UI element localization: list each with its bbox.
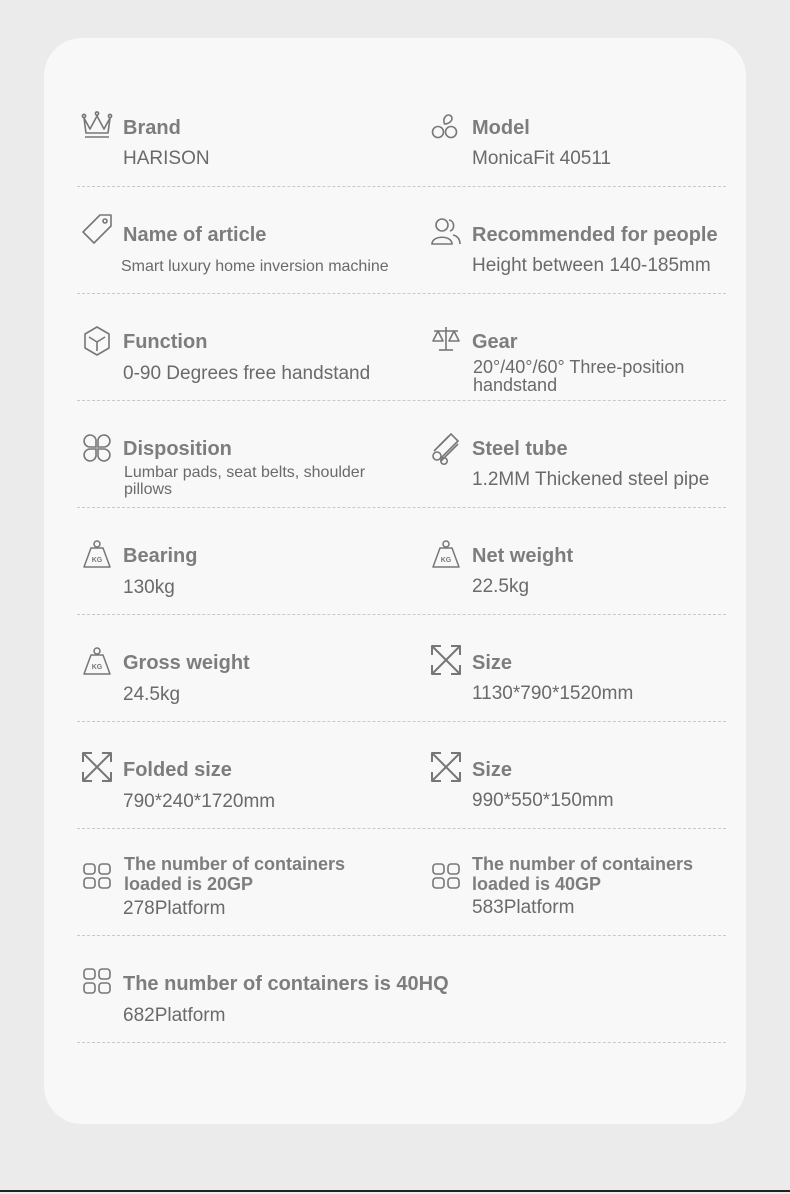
expand-arrows-icon	[80, 750, 114, 784]
spec-containers-40hq	[77, 936, 577, 1042]
spec-row	[77, 829, 726, 936]
svg-text:KG: KG	[91, 664, 103, 671]
spec-label: The number of containers loaded is 40GP	[472, 854, 694, 894]
spec-row	[77, 508, 726, 615]
bottom-divider	[0, 1190, 790, 1192]
spec-value: Smart luxury home inversion machine	[121, 258, 389, 275]
grid-icon	[80, 859, 114, 893]
spec-row	[77, 294, 726, 401]
spec-value: 278Platform	[123, 898, 226, 919]
spec-size	[426, 615, 726, 721]
kg-weight-icon	[80, 538, 114, 572]
kg-weight-icon	[429, 538, 463, 572]
spec-label: Name of article	[123, 224, 267, 246]
spec-label: Recommended for people	[472, 224, 718, 246]
spec-gross-weight	[77, 615, 397, 721]
spec-function	[77, 294, 397, 400]
spec-model	[426, 80, 726, 186]
spec-recommended-for-people	[426, 187, 726, 293]
expand-arrows-icon	[429, 643, 463, 677]
spec-row	[77, 187, 726, 294]
spec-label: Disposition	[123, 438, 232, 460]
expand-arrows-icon	[429, 750, 463, 784]
spec-label: Size	[472, 759, 513, 781]
spec-value: 790*240*1720mm	[123, 791, 276, 812]
spec-net-weight	[426, 508, 726, 614]
spec-value: 583Platform	[472, 897, 575, 918]
spec-value: Height between 140-185mm	[472, 255, 711, 276]
spec-label: Brand	[123, 117, 181, 139]
spec-value: 990*550*150mm	[472, 790, 614, 811]
spec-value: 1.2MM Thickened steel pipe	[472, 469, 710, 490]
spec-row	[77, 936, 726, 1043]
spec-folded-size	[77, 722, 397, 828]
spec-value: 0-90 Degrees free handstand	[123, 363, 371, 384]
spec-label: The number of containers is 40HQ	[123, 973, 449, 995]
spec-label: Model	[472, 117, 530, 139]
spec-brand	[77, 80, 397, 186]
svg-text:KG: KG	[440, 557, 452, 564]
grid-icon	[429, 859, 463, 893]
spec-row	[77, 401, 726, 508]
spec-value: 130kg	[123, 577, 175, 598]
spec-bearing	[77, 508, 397, 614]
spec-disposition	[77, 401, 397, 507]
spec-value: 1130*790*1520mm	[472, 683, 634, 704]
spec-value: Lumbar pads, seat belts, shoulder pillows	[124, 464, 366, 498]
spec-size	[426, 722, 726, 828]
spec-label: Net weight	[472, 545, 574, 567]
spec-label: The number of containers loaded is 20GP	[124, 854, 346, 894]
spec-steel-tube	[426, 401, 726, 507]
cube-icon	[80, 324, 114, 358]
spec-value: MonicaFit 40511	[472, 148, 612, 169]
svg-text:KG: KG	[91, 557, 103, 564]
spec-label: Gear	[472, 331, 518, 353]
tag-icon	[80, 212, 114, 246]
grid-icon	[80, 964, 114, 998]
spec-containers-20gp	[77, 829, 397, 935]
spec-label: Steel tube	[472, 438, 568, 460]
spec-label: Gross weight	[123, 652, 250, 674]
spec-row	[77, 722, 726, 829]
spec-value: HARISON	[123, 148, 210, 169]
steel-tube-icon	[429, 431, 463, 465]
spec-value: 24.5kg	[123, 684, 181, 705]
spec-gear	[426, 294, 726, 400]
spec-label: Function	[123, 331, 208, 353]
spec-label: Bearing	[123, 545, 198, 567]
spec-containers-40gp	[426, 829, 726, 935]
spec-name-of-article	[77, 187, 397, 293]
kg-weight-icon	[80, 645, 114, 679]
flower-icon	[80, 431, 114, 465]
spec-row	[77, 615, 726, 722]
scale-icon	[429, 324, 463, 358]
people-icon	[429, 215, 463, 249]
model-shapes-icon	[429, 110, 463, 144]
crown-icon	[80, 107, 114, 141]
spec-value: 682Platform	[123, 1005, 226, 1026]
spec-label: Folded size	[123, 759, 232, 781]
spec-value: 20°/40°/60° Three-position handstand	[473, 357, 685, 395]
spec-label: Size	[472, 652, 513, 674]
spec-row	[77, 80, 726, 187]
spec-value: 22.5kg	[472, 576, 530, 597]
